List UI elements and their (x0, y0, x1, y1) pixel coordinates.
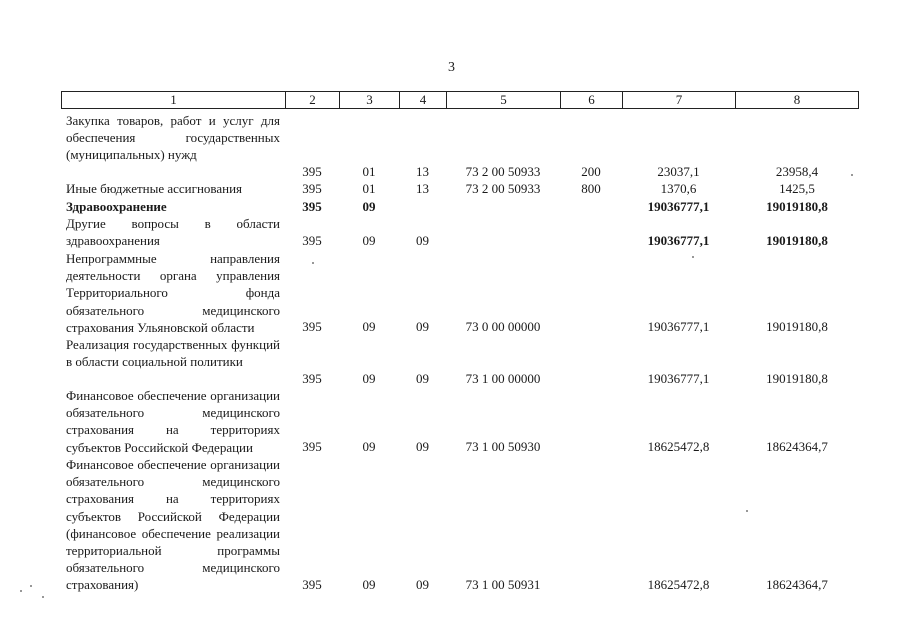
cell-col-2: 395 (302, 181, 322, 196)
cell-col-2: 395 (302, 577, 322, 592)
cell-col-2: 395 (302, 233, 322, 248)
cell-col-7: 19036777,1 (647, 371, 710, 386)
cell-col-2: 395 (302, 199, 322, 214)
cell-col-8: 18624364,7 (766, 439, 828, 454)
page-number: 3 (448, 60, 455, 75)
cell-col-5: 73 1 00 00000 (465, 371, 541, 386)
row-description: Финансовое обеспечение организации обязательного медицинского страхования на территориях субъектов Российской Федерации (финансовое обеспечение реализации территориальной программы обязательного медицинского страхования) (66, 457, 280, 593)
cell-col-7: 19036777,1 (647, 319, 710, 334)
cell-col-7: 18625472,8 (647, 577, 710, 592)
cell-col-3: 01 (362, 181, 376, 196)
scan-speck (30, 585, 32, 587)
cell-col-8: 19019180,8 (766, 319, 828, 334)
cell-col-6: 200 (581, 164, 601, 179)
row-description: Непрограммные направления деятельности органа управления Территориального фонда обязательного медицинского страхования Ульяновской области (66, 251, 280, 335)
cell-col-4: 13 (416, 164, 429, 179)
scan-speck (692, 256, 694, 258)
cell-col-5: 73 2 00 50933 (465, 181, 541, 196)
cell-col-2: 395 (302, 439, 322, 454)
cell-col-3: 09 (362, 371, 376, 386)
scan-speck (20, 590, 22, 592)
cell-col-4: 09 (416, 319, 429, 334)
scan-speck (42, 596, 44, 598)
cell-col-3: 09 (362, 319, 376, 334)
cell-col-2: 395 (302, 164, 322, 179)
cell-col-3: 01 (362, 164, 376, 179)
header-col-1: 1 (62, 92, 286, 108)
cell-col-4: 13 (416, 181, 429, 196)
cell-col-8: 19019180,8 (766, 371, 828, 386)
cell-col-4: 09 (416, 233, 429, 248)
header-col-5: 5 (447, 92, 561, 108)
cell-col-8: 23958,4 (775, 164, 819, 179)
cell-col-7: 19036777,1 (647, 199, 710, 214)
cell-col-3: 09 (362, 199, 376, 214)
cell-col-8: 18624364,7 (766, 577, 828, 592)
cell-col-8: 19019180,8 (766, 199, 828, 214)
table-header (61, 91, 859, 109)
cell-col-7: 1370,6 (660, 181, 697, 196)
cell-col-7: 18625472,8 (647, 439, 710, 454)
cell-col-6: 800 (581, 181, 601, 196)
cell-col-4: 09 (416, 371, 429, 386)
cell-col-5: 73 2 00 50933 (465, 164, 541, 179)
header-col-3: 3 (340, 92, 400, 108)
scan-speck (851, 174, 853, 176)
cell-col-5: 73 0 00 00000 (465, 319, 541, 334)
scan-speck (312, 262, 314, 264)
header-col-4: 4 (400, 92, 447, 108)
cell-col-4: 09 (416, 439, 429, 454)
cell-col-5: 73 1 00 50930 (465, 439, 541, 454)
cell-col-7: 19036777,1 (647, 233, 710, 248)
header-col-6: 6 (561, 92, 623, 108)
row-description: Иные бюджетные ассигнования (66, 181, 243, 196)
cell-col-3: 09 (362, 233, 376, 248)
cell-col-8: 19019180,8 (766, 233, 828, 248)
row-description: Финансовое обеспечение организации обязательного медицинского страхования на территориях субъектов Российской Федерации (66, 388, 280, 455)
cell-col-8: 1425,5 (779, 181, 815, 196)
header-col-7: 7 (623, 92, 736, 108)
header-col-8: 8 (793, 92, 801, 107)
cell-col-2: 395 (302, 319, 322, 334)
row-description: Реализация государственных функций в области социальной политики (66, 337, 280, 370)
row-description: Другие вопросы в области здравоохранения (66, 216, 280, 249)
scan-speck (746, 510, 748, 512)
cell-col-5: 73 1 00 50931 (465, 577, 541, 592)
row-description: Закупка товаров, работ и услуг для обеспечения государственных (муниципальных) нужд (66, 113, 280, 163)
cell-col-3: 09 (362, 577, 376, 592)
cell-col-7: 23037,1 (657, 164, 700, 179)
row-description: Здравоохранение (66, 199, 167, 214)
cell-col-4: 09 (416, 577, 429, 592)
header-col-2: 2 (286, 92, 340, 108)
cell-col-3: 09 (362, 439, 376, 454)
cell-col-2: 395 (302, 371, 322, 386)
